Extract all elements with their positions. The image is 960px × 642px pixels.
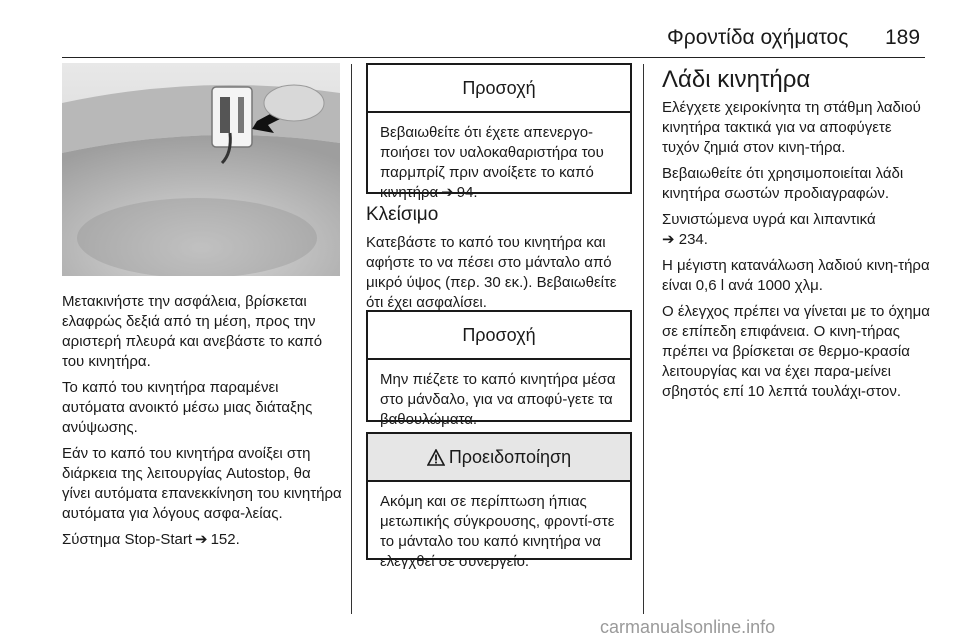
page-reference-icon: ➔	[441, 184, 454, 201]
hood-release-illustration	[62, 63, 340, 276]
paragraph: Μετακινήστε την ασφάλεια, βρίσκεται ελαφρώς δεξιά από τη μέση, προς την αριστερή πλευρά και ανεβάστε το καπό του κινητήρα.	[62, 293, 323, 370]
section-heading: Λάδι κινητήρα	[662, 66, 811, 93]
hood-release-photo	[62, 63, 340, 276]
paragraph: Το καπό του κινητήρα παραμένει αυτόματα ανοικτό μέσω μιας διάταξης ανύψωσης.	[62, 379, 313, 436]
caution-body	[368, 113, 630, 203]
paragraph: Ο έλεγχος πρέπει να γίνεται με το όχημα σε επίπεδη επιφάνεια. Ο κινη‐τήρας πρέπει να βρίσκεται σε θερμο‐κρασία λειτουργίας και να έχει παρα‐μείνει σβηστός επί 10 λεπτά τουλάχι‐στον.	[662, 303, 930, 400]
section-title: Φροντίδα οχήματος	[667, 26, 849, 49]
reference-text: Συνιστώμενα υγρά και λιπαντικά	[662, 211, 876, 228]
warning-title-bar	[368, 434, 630, 482]
page-reference-icon: ➔	[195, 531, 208, 548]
cross-reference	[662, 210, 930, 250]
paragraph: Ελέγχετε χειροκίνητα τη στάθμη λαδιού κινητήρα τακτικά για να αποφύγετε τυχόν ζημιά στον κινη‐τήρα.	[662, 99, 921, 156]
page-header	[0, 0, 960, 60]
warning-title: Προειδοποίηση	[448, 447, 572, 467]
caution-title: Προσοχή	[368, 312, 630, 360]
caution-text: Βεβαιωθείτε ότι έχετε απενεργο‐ποιήσει τον υαλοκαθαριστήρα του παρμπρίζ πριν ανοίξετε το καπό κινητήρα	[380, 124, 604, 201]
caution-box-2	[366, 310, 632, 428]
reference-text: Σύστημα Stop-Start	[62, 531, 193, 548]
section-heading: Κλείσιμο	[366, 204, 439, 225]
reference-page-link[interactable]: 234.	[678, 231, 708, 248]
paragraph: Εάν το καπό του κινητήρα ανοίξει στη διάρκεια της λειτουργίας Autostop, θα γίνει αυτόματα επανεκκίνηση του κινητήρα αυτόματα για λόγους ασφα‐λείας.	[62, 445, 342, 522]
paragraph: Κατεβάστε το καπό του κινητήρα και αφήστε το να πέσει στο μάνταλο από μικρό ύψος (περ. 30 εκ.). Βεβαιωθείτε ότι έχει ασφαλίσει.	[366, 234, 617, 311]
paragraph: Η μέγιστη κατανάλωση λαδιού κινη‐τήρα είναι 0,6 l ανά 1000 χλμ.	[662, 257, 930, 294]
page-reference-icon: ➔	[662, 231, 675, 248]
column-3-text	[662, 66, 930, 408]
header-rule	[62, 57, 925, 58]
warning-triangle-icon	[427, 437, 445, 483]
page-number: 189	[885, 26, 921, 49]
paragraph: Βεβαιωθείτε ότι χρησιμοποιείται λάδι κινητήρα σωστών προδιαγραφών.	[662, 165, 904, 202]
reference-page-link[interactable]: 94.	[456, 184, 478, 201]
caution-body: Μην πιέζετε το καπό κινητήρα μέσα στο μάνδαλο, για να αποφύ‐γετε τα βαθουλώματα.	[380, 371, 616, 428]
column-1-text	[62, 292, 342, 556]
column-divider-2	[643, 64, 644, 614]
cross-reference	[62, 530, 342, 550]
warning-box	[366, 432, 632, 570]
closing-section	[366, 205, 634, 319]
caution-box-1	[366, 63, 632, 201]
column-divider-1	[351, 64, 352, 614]
caution-title: Προσοχή	[368, 65, 630, 113]
watermark: carmanualsonline.info	[600, 617, 776, 637]
reference-page-link[interactable]: 152.	[210, 531, 240, 548]
warning-body: Ακόμη και σε περίπτωση ήπιας μετωπικής σύγκρουσης, φροντί‐στε το μάνταλο του καπό κινητήρα να ελεγχθεί σε συνεργείο.	[380, 493, 615, 570]
